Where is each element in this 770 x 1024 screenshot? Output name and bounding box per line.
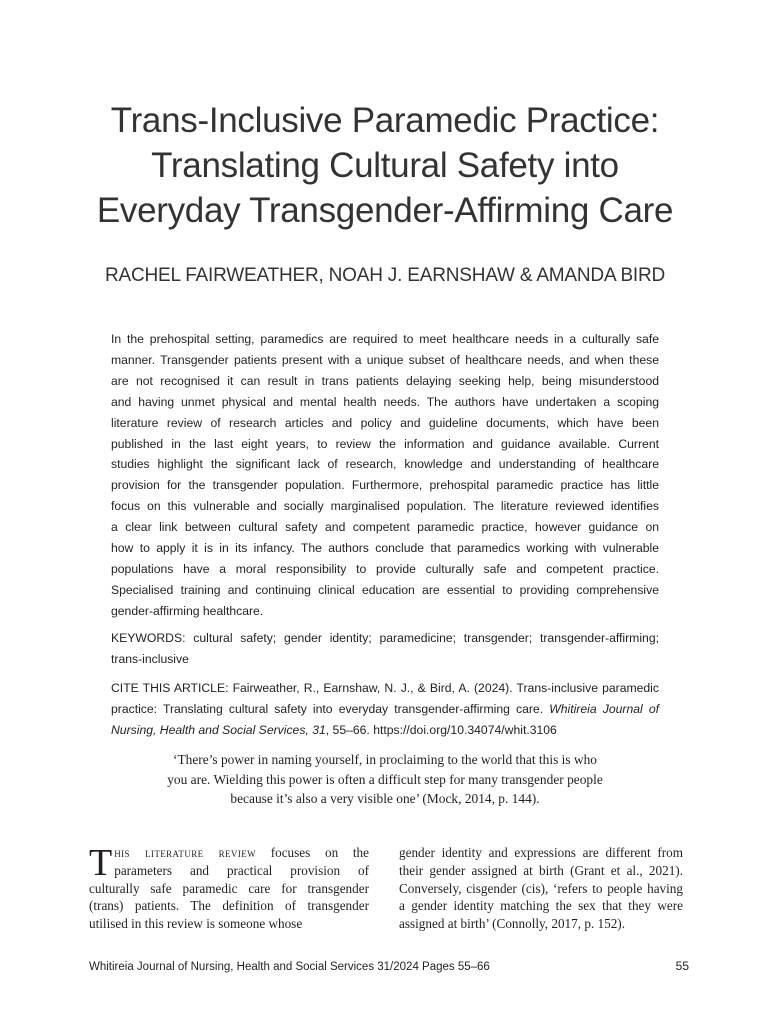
body-column-left — [89, 844, 369, 933]
drop-cap: T — [89, 842, 113, 884]
abstract-line: provision for the transgender population. Furthermore, prehospital paramedic practice has little — [111, 478, 659, 493]
citation-pages-doi: , 55–66. https://doi.org/10.34074/whit.3106 — [325, 722, 557, 737]
journal-name: Whitireia Journal of — [549, 701, 659, 716]
body-line: gender identity and expressions are different from — [399, 845, 683, 860]
abstract-line: literature review of research articles and policy and guideline documents, which have been — [111, 415, 659, 430]
article-authors: RACHEL FAIRWEATHER, NOAH J. EARNSHAW & AMANDA BIRD — [104, 265, 666, 286]
keywords-line: trans-inclusive — [111, 651, 189, 666]
article-title — [60, 98, 710, 233]
abstract-line: a clear link between cultural safety and competent paramedic practice, however guidance on — [111, 520, 659, 535]
citation-text: practice: Translating cultural safety into everyday transgender-affirming care. — [111, 701, 550, 716]
page-number: 55 — [675, 959, 689, 973]
body-line: parameters and practical provision of — [114, 862, 369, 878]
body-text: focuses on the — [256, 845, 369, 860]
abstract-line: In the prehospital setting, paramedics are required to meet healthcare needs in a culturally safe — [111, 332, 659, 346]
body-line: Conversely, cisgender (cis), ‘refers to people having — [399, 880, 683, 896]
body-line: their gender assigned at birth (Grant et al., 2021). — [399, 862, 683, 878]
title-line-1: Trans-Inclusive Paramedic Practice: — [110, 101, 660, 140]
journal-name: Nursing, Health and Social Services — [111, 722, 306, 737]
body-line: a gender identity matching the sex that they were — [399, 898, 683, 914]
citation — [111, 678, 659, 741]
abstract-line: Specialised training and continuing clinical education are essential to providing comprehensive — [111, 582, 659, 597]
page-footer: Whitireia Journal of Nursing, Health and Social Services 31/2024 Pages 55–66 — [89, 961, 490, 973]
lead-in-smallcaps: his literature review — [114, 845, 257, 860]
title-line-3: Everyday Transgender-Affirming Care — [96, 191, 674, 230]
abstract-line: are not recognised it can result in trans patients delaying seeking help, being misunderstood — [111, 373, 659, 388]
keywords — [111, 628, 659, 670]
body-line: assigned at birth’ (Connolly, 2017, p. 152). — [399, 916, 625, 932]
body-line — [89, 844, 369, 862]
citation-line — [111, 699, 659, 720]
keywords-line: KEYWORDS: cultural safety; gender identity; paramedicine; transgender; transgender-affirming; — [111, 631, 659, 645]
body-column-right — [399, 844, 683, 933]
abstract-line: studies highlight the significant lack of research, knowledge and understanding of healthcare — [111, 457, 659, 472]
abstract-line: populations have a moral responsibility to provide culturally safe and competent practice. — [111, 561, 659, 576]
citation-line: CITE THIS ARTICLE: Fairweather, R., Earnshaw, N. J., & Bird, A. (2024). Trans-inclusive paramedic — [111, 681, 659, 695]
abstract-line: and having unmet physical and mental health needs. The authors have undertaken a scoping — [111, 394, 659, 409]
quote-line: you are. Wielding this power is often a difficult step for many transgender people — [167, 771, 603, 787]
abstract-line: how to apply it is in its infancy. The authors conclude that paramedics working with vulnerable — [111, 541, 659, 556]
epigraph-quote — [120, 750, 650, 809]
abstract-line: gender-affirming healthcare. — [111, 603, 264, 618]
title-line-2: Translating Cultural Safety into — [151, 146, 619, 185]
abstract-line: published in the last eight years, to review the information and guidance available. Current — [111, 436, 659, 451]
abstract — [111, 329, 659, 622]
journal-volume: , 31 — [305, 722, 326, 737]
abstract-line: manner. Transgender patients present with a unique subset of healthcare needs, and when these — [111, 352, 659, 367]
body-line: utilised in this review is someone whose — [89, 916, 303, 932]
quote-line: ‘There’s power in naming yourself, in proclaiming to the world that this is who — [173, 752, 597, 767]
body-line: (trans) patients. The definition of transgender — [89, 898, 369, 914]
body-line: culturally safe paramedic care for transgender — [89, 880, 369, 896]
quote-line: because it’s also a very visible one’ (Mock, 2014, p. 144). — [230, 791, 540, 806]
citation-line — [111, 720, 659, 741]
abstract-line: focus on this vulnerable and socially marginalised population. The literature reviewed identifies — [111, 499, 659, 514]
